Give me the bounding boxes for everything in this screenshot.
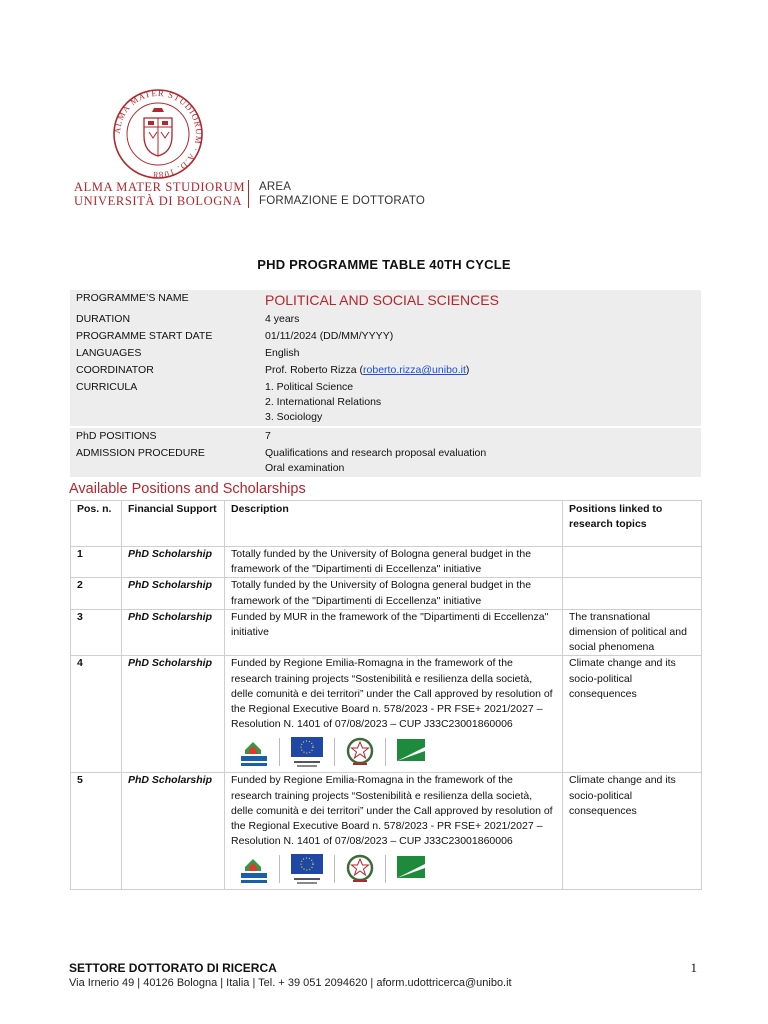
info-label: CURRICULA: [76, 381, 138, 393]
logo-divider: [385, 855, 386, 883]
italian-republic-emblem: [345, 736, 375, 768]
emilia-romagna-region-logo: [396, 853, 426, 885]
info-value: 01/11/2024 (DD/MM/YYYY): [265, 330, 394, 342]
table-header-row: [71, 501, 702, 547]
research-topic: [563, 547, 702, 578]
info-label: PROGRAMME START DATE: [76, 330, 213, 342]
research-topic: The transnational dimension of political and social phenomena: [563, 609, 702, 656]
logo-divider: [279, 855, 280, 883]
coordinator-email-link[interactable]: roberto.rizza@unibo.it: [363, 364, 466, 376]
logo-divider: [385, 738, 386, 766]
pos-number: 4: [71, 656, 122, 773]
pos-number: 5: [71, 773, 122, 890]
area-wordmark-line2: FORMAZIONE E DOTTORATO: [259, 195, 426, 207]
area-wordmark-line1: AREA: [259, 181, 292, 193]
info-row-positions: [70, 428, 701, 445]
info-label: LANGUAGES: [76, 347, 142, 359]
area-wordmark: [259, 180, 425, 208]
coesione-italia-logo: [239, 853, 269, 885]
research-topic: Climate change and its socio-political consequences: [563, 773, 702, 890]
info-row-languages: [70, 345, 701, 362]
info-value: 4 years: [265, 313, 300, 325]
table-row: [71, 656, 702, 773]
curriculum-item: 2. International Relations: [265, 396, 382, 408]
university-seal-logo: [112, 88, 204, 180]
info-row-name: [70, 290, 701, 311]
coordinator-suffix: ): [465, 364, 470, 376]
funding-logos: [239, 853, 556, 885]
research-topic: [563, 578, 702, 609]
page-number: 1: [690, 960, 697, 975]
header-pos: Pos. n.: [71, 501, 122, 547]
description: Funded by MUR in the framework of the "Dipartimenti di Eccellenza" initiative: [225, 609, 563, 656]
footer-title: SETTORE DOTTORATO DI RICERCA: [69, 961, 277, 975]
svg-text:ALMA MATER STUDIORUM · A.D. 10: ALMA MATER STUDIORUM · A.D. 1088: [112, 88, 204, 180]
info-value: [259, 379, 701, 426]
pos-number: 1: [71, 547, 122, 578]
table-row: [71, 547, 702, 578]
info-row-duration: [70, 311, 701, 328]
financial-support: PhD Scholarship: [122, 773, 225, 890]
university-wordmark-line1: ALMA MATER STUDIORUM: [74, 180, 246, 194]
description: Funded by Regione Emilia-Romagna in the framework of the research training projects “Sostenibilità e resilienza della società, delle comunità e dei territori” under the Call approved by resolution of the Regional Executive Board n. 578/2023 - PR FSE+ 2021/2027 – Resolution N. 1401 of 07/08/2023 – CUP J33C23001860006: [231, 657, 553, 731]
financial-support: PhD Scholarship: [122, 656, 225, 773]
university-wordmark: [74, 180, 245, 208]
info-value: English: [265, 347, 300, 359]
info-label: ADMISSION PROCEDURE: [76, 447, 205, 459]
programme-name: POLITICAL AND SOCIAL SCIENCES: [265, 292, 499, 308]
section-title: Available Positions and Scholarships: [69, 481, 306, 497]
logo-divider: [248, 180, 249, 208]
funding-logos: [239, 736, 556, 768]
italian-republic-emblem: [345, 853, 375, 885]
header-research-topics: Positions linked to research topics: [563, 501, 702, 547]
info-label: PROGRAMME’S NAME: [76, 292, 189, 304]
info-label: COORDINATOR: [76, 364, 154, 376]
info-row-coordinator: [70, 362, 701, 379]
curriculum-item: 3. Sociology: [265, 411, 323, 423]
financial-support: PhD Scholarship: [122, 578, 225, 609]
info-row-admission: [70, 445, 701, 477]
table-row: [71, 773, 702, 890]
financial-support: PhD Scholarship: [122, 609, 225, 656]
document-title: PHD PROGRAMME TABLE 40TH CYCLE: [257, 257, 511, 272]
footer-address: Via Irnerio 49 | 40126 Bologna | Italia | Tel. + 39 051 2094620 | aform.udottricerca@unibo.it: [69, 977, 512, 989]
pos-number: 2: [71, 578, 122, 609]
header-description: Description: [225, 501, 563, 547]
description-cell: [225, 656, 563, 773]
logo-divider: [279, 738, 280, 766]
curriculum-item: 1. Political Science: [265, 381, 354, 393]
pos-number: 3: [71, 609, 122, 656]
info-row-curricula: [70, 379, 701, 426]
description: Funded by Regione Emilia-Romagna in the framework of the research training projects “Sostenibilità e resilienza della società, delle comunità e dei territori” under the Call approved by resolution of the Regional Executive Board n. 578/2023 - PR FSE+ 2021/2027 – Resolution N. 1401 of 07/08/2023 – CUP J33C23001860006: [231, 774, 553, 848]
table-row: [71, 578, 702, 609]
eu-flag-logo: [290, 853, 324, 885]
eu-flag-logo: [290, 736, 324, 768]
info-label: DURATION: [76, 313, 131, 325]
logo-divider: [334, 855, 335, 883]
description: Totally funded by the University of Bologna general budget in the framework of the "Dipartimenti di Eccellenza" initiative: [225, 578, 563, 609]
admission-item: Qualifications and research proposal evaluation: [265, 447, 487, 459]
description: Totally funded by the University of Bologna general budget in the framework of the "Dipartimenti di Eccellenza" initiative: [225, 547, 563, 578]
programme-info-table: [70, 290, 701, 477]
logo-divider: [334, 738, 335, 766]
info-label: PhD POSITIONS: [76, 430, 157, 442]
emilia-romagna-region-logo: [396, 736, 426, 768]
research-topic: Climate change and its socio-political consequences: [563, 656, 702, 773]
info-value: 7: [265, 430, 271, 442]
admission-item: Oral examination: [265, 462, 345, 474]
financial-support: PhD Scholarship: [122, 547, 225, 578]
coesione-italia-logo: [239, 736, 269, 768]
header-financial-support: Financial Support: [122, 501, 225, 547]
positions-table: [70, 500, 702, 890]
coordinator-name: Prof. Roberto Rizza (: [265, 364, 364, 376]
info-value: [259, 445, 701, 477]
info-value: [259, 362, 701, 379]
info-row-start-date: [70, 328, 701, 345]
table-row: [71, 609, 702, 656]
university-wordmark-line2: UNIVERSITÀ DI BOLOGNA: [74, 194, 243, 208]
description-cell: [225, 773, 563, 890]
